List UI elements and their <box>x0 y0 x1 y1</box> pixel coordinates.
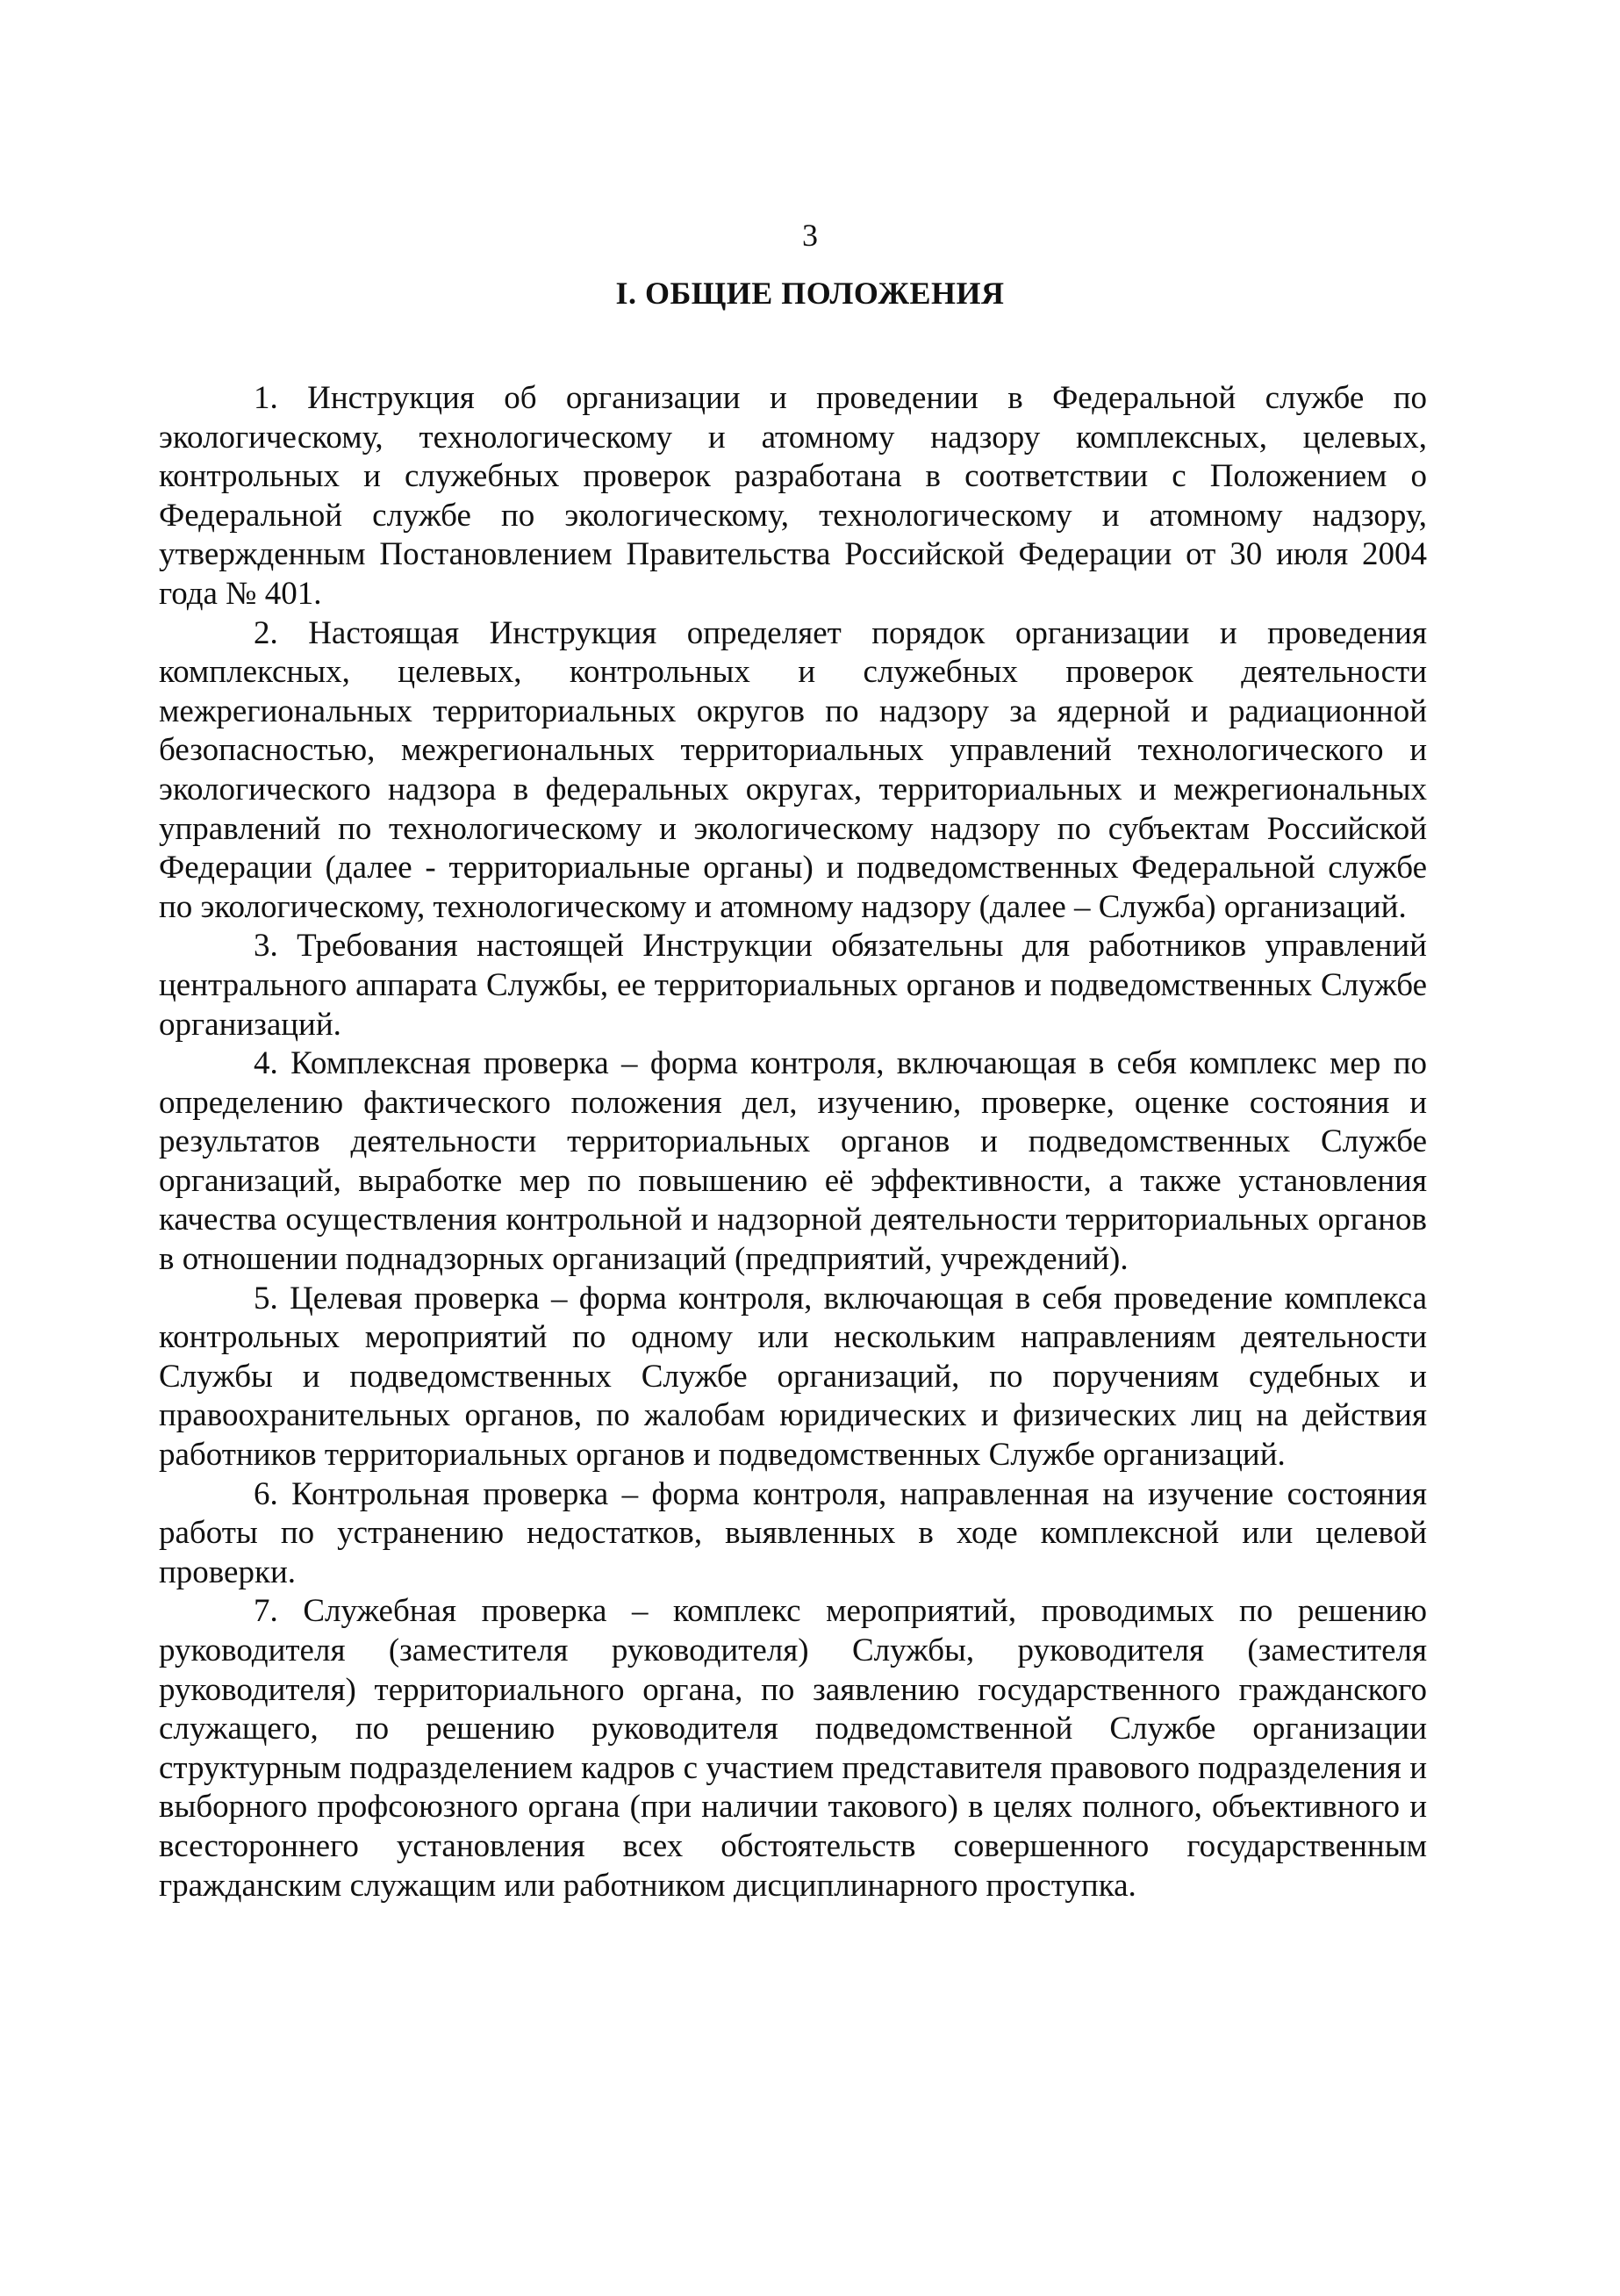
paragraph-7: 7. Служебная проверка – комплекс мероприятий, проводимых по решению руководителя (заместителя руководителя) Службы, руководителя (заместителя руководителя) территориального органа, по заявлению государственного гражданского служащего, по решению руководителя подведомственной Службе организации структурным подразделением кадров с участием представителя правового подразделения и выборного профсоюзного органа (при наличии такового) в целях полного, объективного и всестороннего установления всех обстоятельств совершенного государственным гражданским служащим или работником дисциплинарного проступка. <box>159 1593 1427 1904</box>
paragraph-3: 3. Требования настоящей Инструкции обязательны для работников управлений центрального аппарата Службы, ее территориальных органов и подведомственных Службе организаций. <box>159 928 1427 1043</box>
section-title: I. ОБЩИЕ ПОЛОЖЕНИЯ <box>615 276 1005 311</box>
paragraph-1: 1. Инструкция об организации и проведении в Федеральной службе по экологическому, технологическому и атомному надзору комплексных, целевых, контрольных и служебных проверок разработана в соответствии с Положением о Федеральной службе по экологическому, технологическому и атомному надзору, утвержденным Постановлением Правительства Российской Федерации от 30 июля 2004 года № 401. <box>159 380 1427 612</box>
document-body <box>159 379 1427 1905</box>
paragraph-6: 6. Контрольная проверка – форма контроля, направленная на изучение состояния работы по устранению недостатков, выявленных в ходе комплексной или целевой проверки. <box>159 1475 1427 1590</box>
paragraph-2: 2. Настоящая Инструкция определяет порядок организации и проведения комплексных, целевых, контрольных и служебных проверок деятельности межрегиональных территориальных округов по надзору за ядерной и радиационной безопасностью, межрегиональных территориальных управлений технологического и экологического надзора в федеральных округах, территориальных и межрегиональных управлений по технологическому и экологическому надзору по субъектам Российской Федерации (далее - территориальные органы) и подведомственных Федеральной службе по экологическому, технологическому и атомному надзору (далее – Служба) организаций. <box>159 614 1427 925</box>
paragraph-4: 4. Комплексная проверка – форма контроля, включающая в себя комплекс мер по определению фактического положения дел, изучению, проверке, оценке состояния и результатов деятельности территориальных органов и подведомственных Службе организаций, выработке мер по повышению её эффективности, а также установления качества осуществления контрольной и надзорной деятельности территориальных органов в отношении поднадзорных организаций (предприятий, учреждений). <box>159 1045 1427 1278</box>
paragraph-5: 5. Целевая проверка – форма контроля, включающая в себя проведение комплекса контрольных мероприятий по одному или нескольким направлениям деятельности Службы и подведомственных Службе организаций, по поручениям судебных и правоохранительных органов, по жалобам юридических и физических лиц на действия работников территориальных органов и подведомственных Службе организаций. <box>159 1280 1427 1474</box>
page-number: 3 <box>802 218 818 253</box>
